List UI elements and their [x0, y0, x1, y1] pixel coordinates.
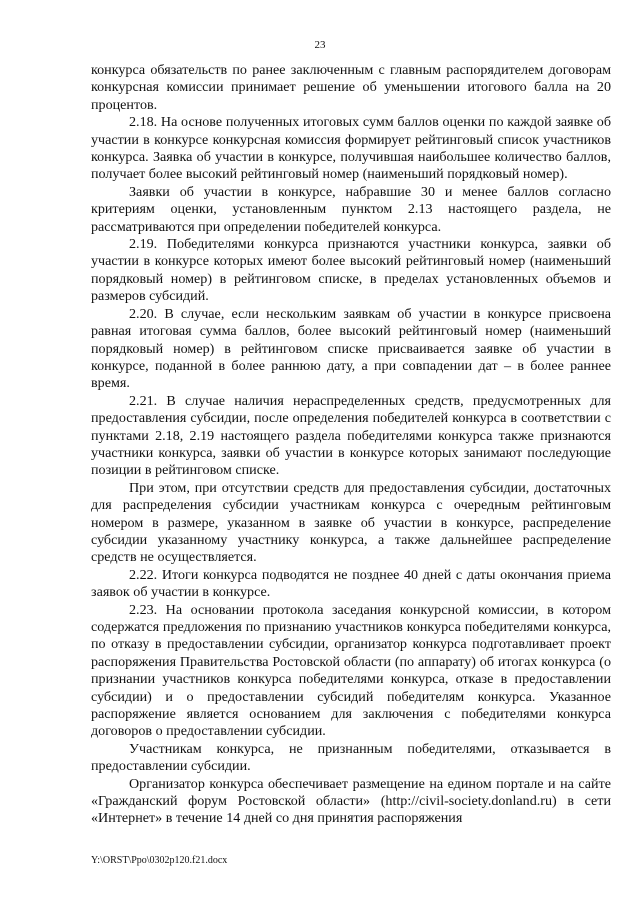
paragraph-continuation: конкурса обязательств по ранее заключенным с главным распорядителем договорам конкурсная комиссии принимает решение об уменьшении итогового балла на 20 процентов. — [91, 62, 611, 113]
footer-file-path: Y:\ORST\Ppo\0302p120.f21.docx — [91, 855, 228, 866]
paragraph-2-23: 2.23. На основании протокола заседания конкурсной комиссии, в котором содержатся предложения по признанию участников конкурса победителями конкурса, по отказу в предоставлении субсидии, организатор конкурса подготавливает проект распоряжения Правительства Ростовской области (по аппарату) об итогах конкурса (о признании участников конкурса победителями конкурса, отказе в предоставлении субсидии) и о предоставлении субсидий победителям конкурса. Указанное распоряжение является основанием для заключения с победителями конкурса договоров о предоставлении субсидии. — [91, 601, 611, 740]
paragraph-2-19: 2.19. Победителями конкурса признаются участники конкурса, заявки об участии в конкурсе которых имеют более высокий рейтинговый номер (наименьший порядковый номер) в рейтинговом списке, в пределах установленных объемов и размеров субсидий. — [91, 236, 611, 305]
page-number: 23 — [314, 39, 326, 51]
paragraph-insufficient-funds: При этом, при отсутствии средств для предоставления субсидии, достаточных для распределения субсидии участникам конкурса с очередным рейтинговым номером в размере, указанном в заявке об участии в конкурсе, распределение субсидии указанному участнику конкурса, а также дальнейшее распределение средств не осуществляется. — [91, 479, 611, 566]
paragraph-2-21: 2.21. В случае наличия нераспределенных средств, предусмотренных для предоставления субсидии, после определения победителей конкурса в соответствии с пунктами 2.18, 2.19 настоящего раздела победителями конкурса также признаются участники конкурса, заявки об участии в конкурсе которых занимают последующие позиции в рейтинговом списке. — [91, 392, 611, 479]
paragraph-2-18: 2.18. На основе полученных итоговых сумм баллов оценки по каждой заявке об участии в конкурсе конкурсная комиссия формирует рейтинговый список участников конкурса. Заявка об участии в конкурсе, получившая наибольшее количество баллов, получает более высокий рейтинговый номер (наименьший порядковый номер). — [91, 114, 611, 183]
paragraph-threshold: Заявки об участии в конкурсе, набравшие 30 и менее баллов согласно критериям оценки, установленным пунктом 2.13 настоящего раздела, не рассматриваются при определении победителей конкурса. — [91, 183, 611, 235]
document-body — [91, 62, 611, 828]
paragraph-publication: Организатор конкурса обеспечивает размещение на едином портале и на сайте «Гражданский форум Ростовской области» (http://civil-society.donland.ru) в сети «Интернет» в течение 14 дней со дня принятия распоряжения — [91, 775, 611, 827]
paragraph-refusal: Участникам конкурса, не признанным победителями, отказывается в предоставлении субсидии. — [91, 740, 611, 775]
paragraph-2-20: 2.20. В случае, если нескольким заявкам об участии в конкурсе присвоена равная итоговая сумма баллов, более высокий рейтинговый номер (наименьший порядковый номер) в рейтинговом списке присваивается заявке об участии в конкурсе, поданной в более раннюю дату, а при совпадении дат – в более раннее время. — [91, 305, 611, 392]
paragraph-2-22: 2.22. Итоги конкурса подводятся не позднее 40 дней с даты окончания приема заявок об участии в конкурсе. — [91, 566, 611, 601]
